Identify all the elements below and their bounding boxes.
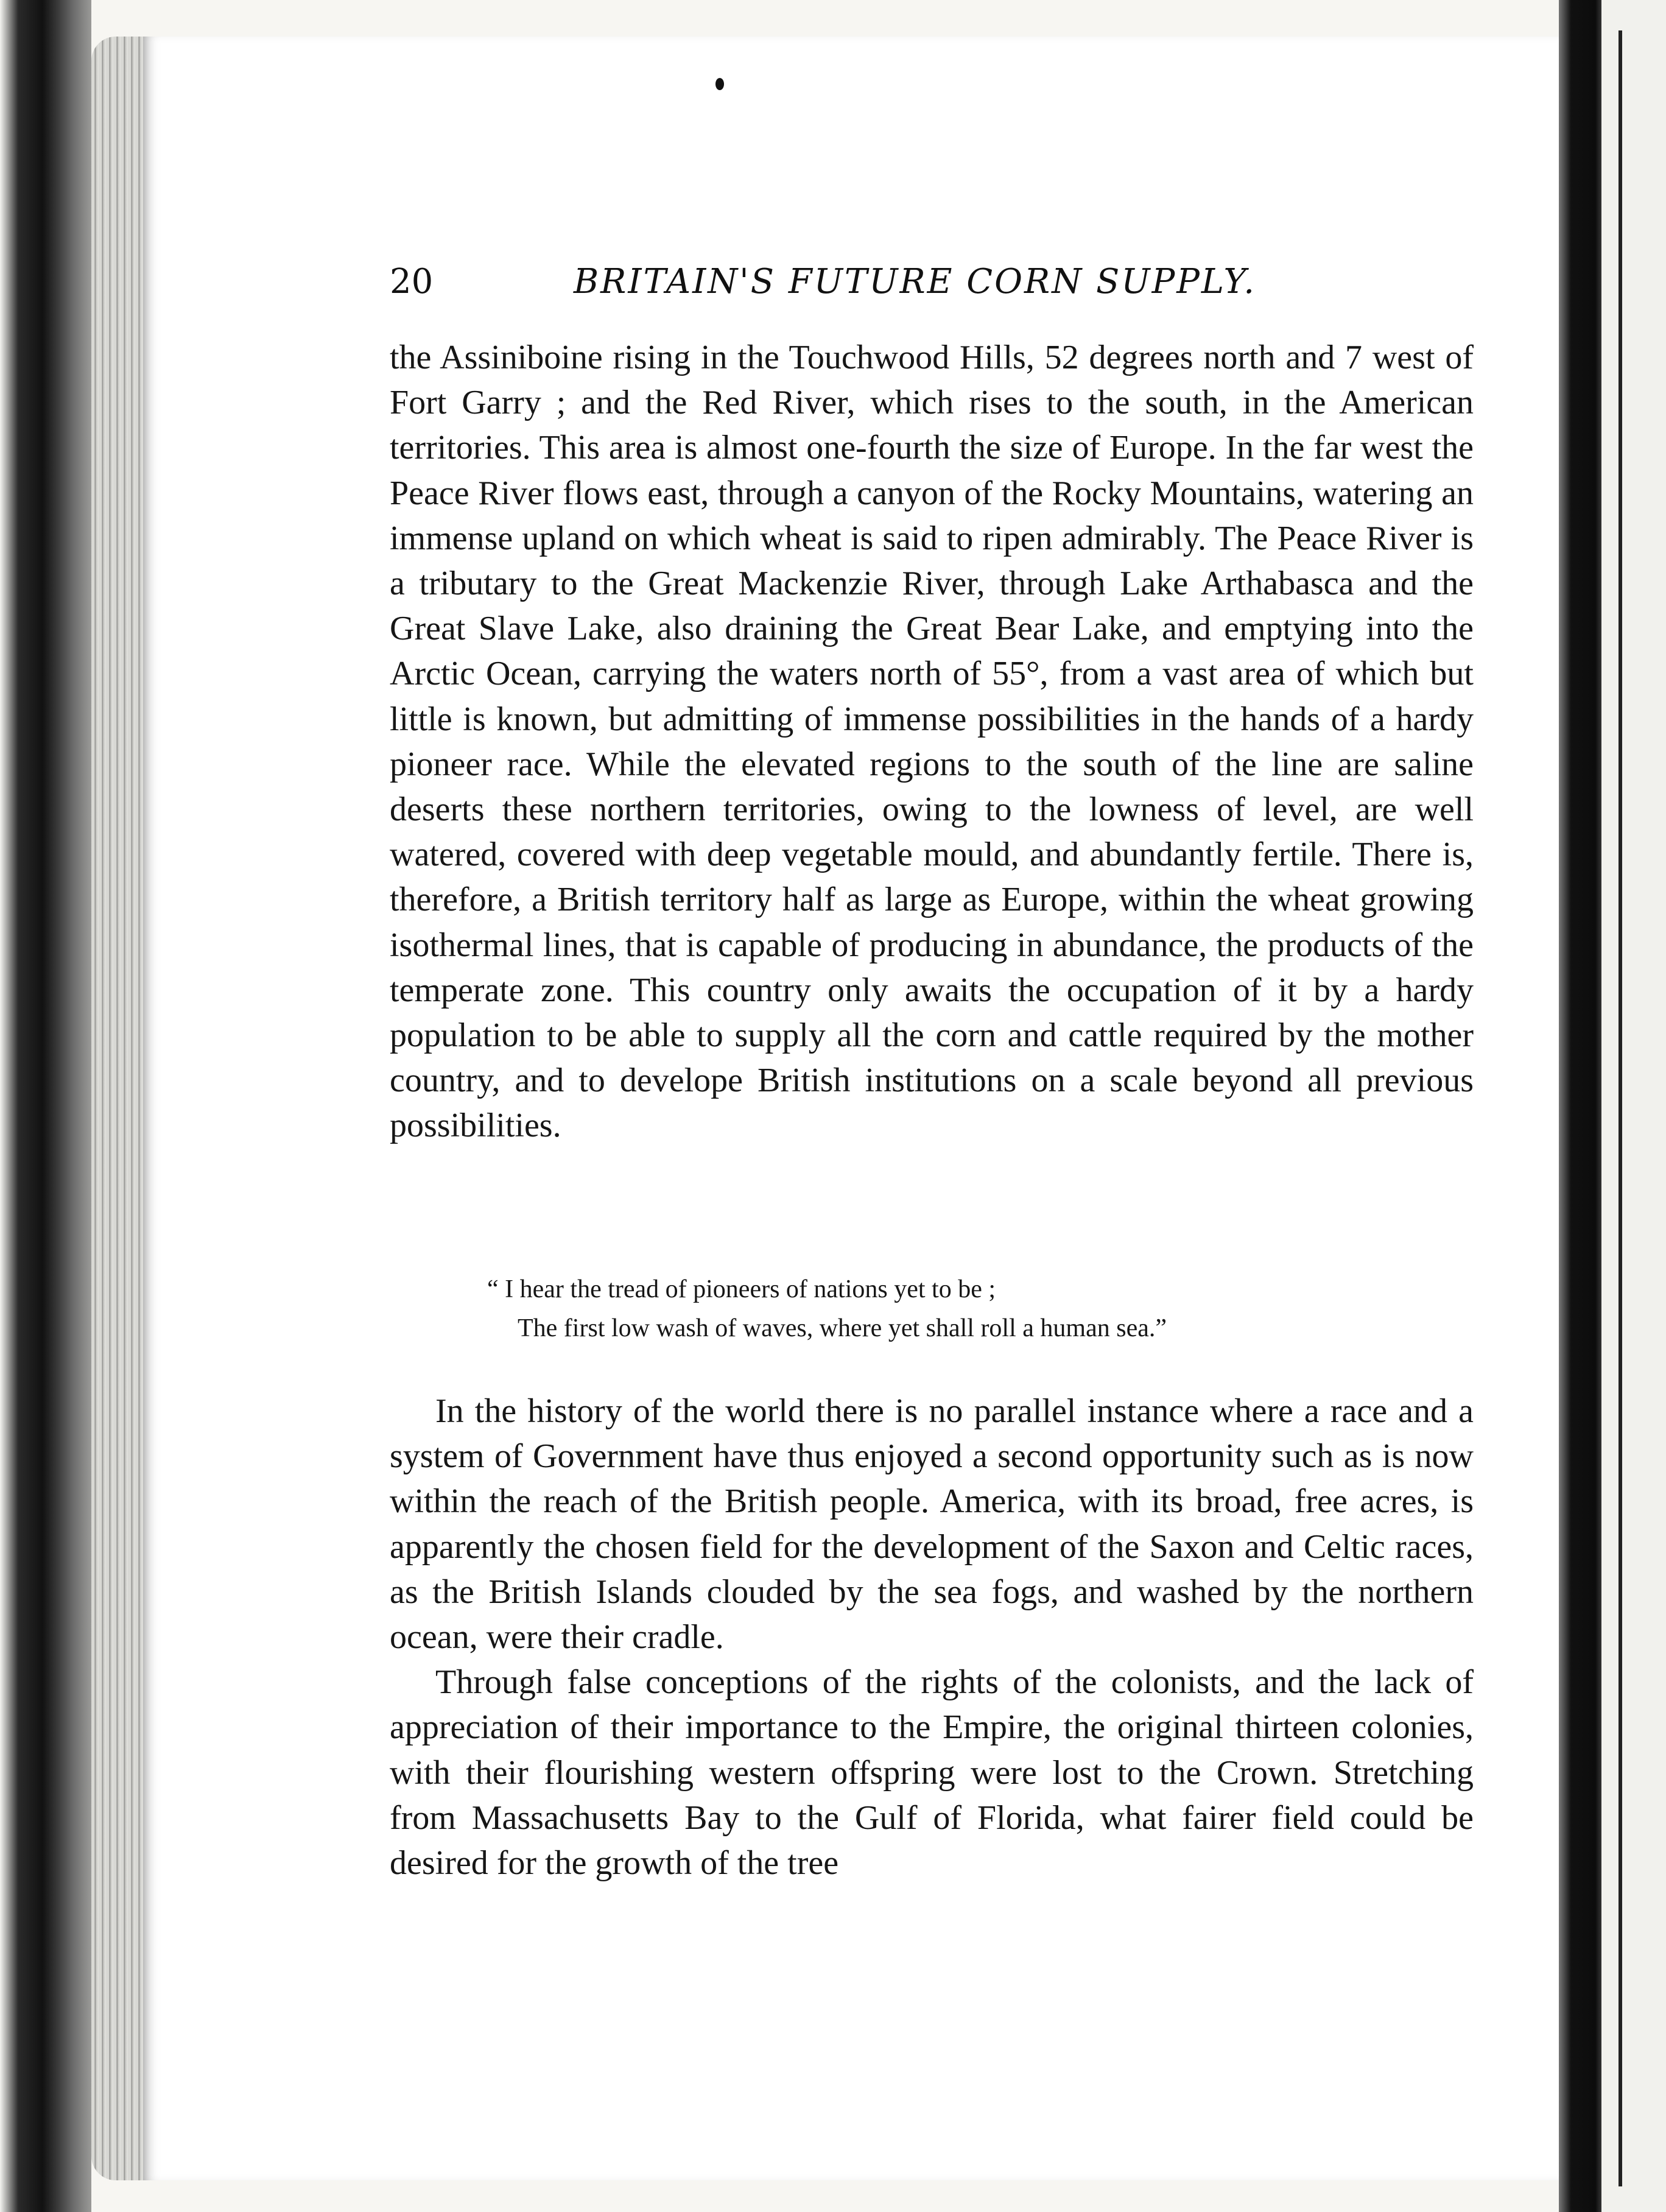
paragraph: Through false conceptions of the rights of the colonists, and the lack of appreciation of their importance to the Empire, the original thirteen colonies, with their flourishing western offspring were lost to the Crown. Stretching from Massachusetts Bay to the Gulf of Florida, what fairer field could be desired for the growth of the tree: [390, 1663, 1474, 1883]
running-head: BRITAIN'S FUTURE CORN SUPPLY.: [574, 262, 1257, 301]
text-block-upper: [390, 335, 1474, 1149]
page-number: 20: [390, 262, 434, 301]
quote-line: The first low wash of waves, where yet shall roll a human sea.”: [518, 1314, 1167, 1342]
quote-line: “ I hear the tread of pioneers of nations yet to be ;: [487, 1275, 996, 1303]
right-gutter: [1559, 0, 1601, 2212]
text-block-lower: [390, 1389, 1474, 1886]
paragraph: the Assiniboine rising in the Touchwood Hills, 52 degrees north and 7 west of Fort Garry ; and the Red River, which rises to the south, in the American territories. This area is almost one-fourth the size of Europe. In the far west the Peace River flows east, through a canyon of the Rocky Mountains, watering an immense upland on which wheat is said to ripen admirably. The Peace River is a tributary to the Great Mackenzie River, through Lake Arthabasca and the Great Slave Lake, also draining the Great Bear Lake, and emptying into the Arctic Ocean, carrying the waters north of 55°, from a vast area of which but little is known, but admitting of immense possibilities in the hands of a hardy pioneer race. While the elevated regions to the south of the line are saline deserts these northern territories, owing to the lowness of level, are well watered, covered with deep vegetable mould, and abundantly fertile. There is, therefore, a British territory half as large as Europe, within the wheat growing isothermal lines, that is capable of producing in abundance, the products of the temperate zone. This country only awaits the occupation of it by a hardy population to be able to supply all the corn and cattle required by the mother country, and to develope British institutions on a scale beyond all previous possibilities.: [390, 339, 1474, 1145]
adjacent-page-edge: [1619, 30, 1622, 2186]
paragraph: In the history of the world there is no parallel instance where a race and a system of Government have thus enjoyed a second opportunity such as is now within the reach of the British people. America, with its broad, free acres, is apparently the chosen field for the development of the Saxon and Celtic races, as the British Islands clouded by the sea fogs, and washed by the northern ocean, were their cradle.: [390, 1392, 1474, 1657]
ink-speck: [715, 78, 724, 90]
page-edges: [91, 37, 143, 2180]
adjacent-page: [1601, 0, 1666, 2212]
book-binding: [0, 0, 91, 2212]
page-header: [390, 262, 1486, 311]
verse-quotation: [487, 1270, 1461, 1348]
